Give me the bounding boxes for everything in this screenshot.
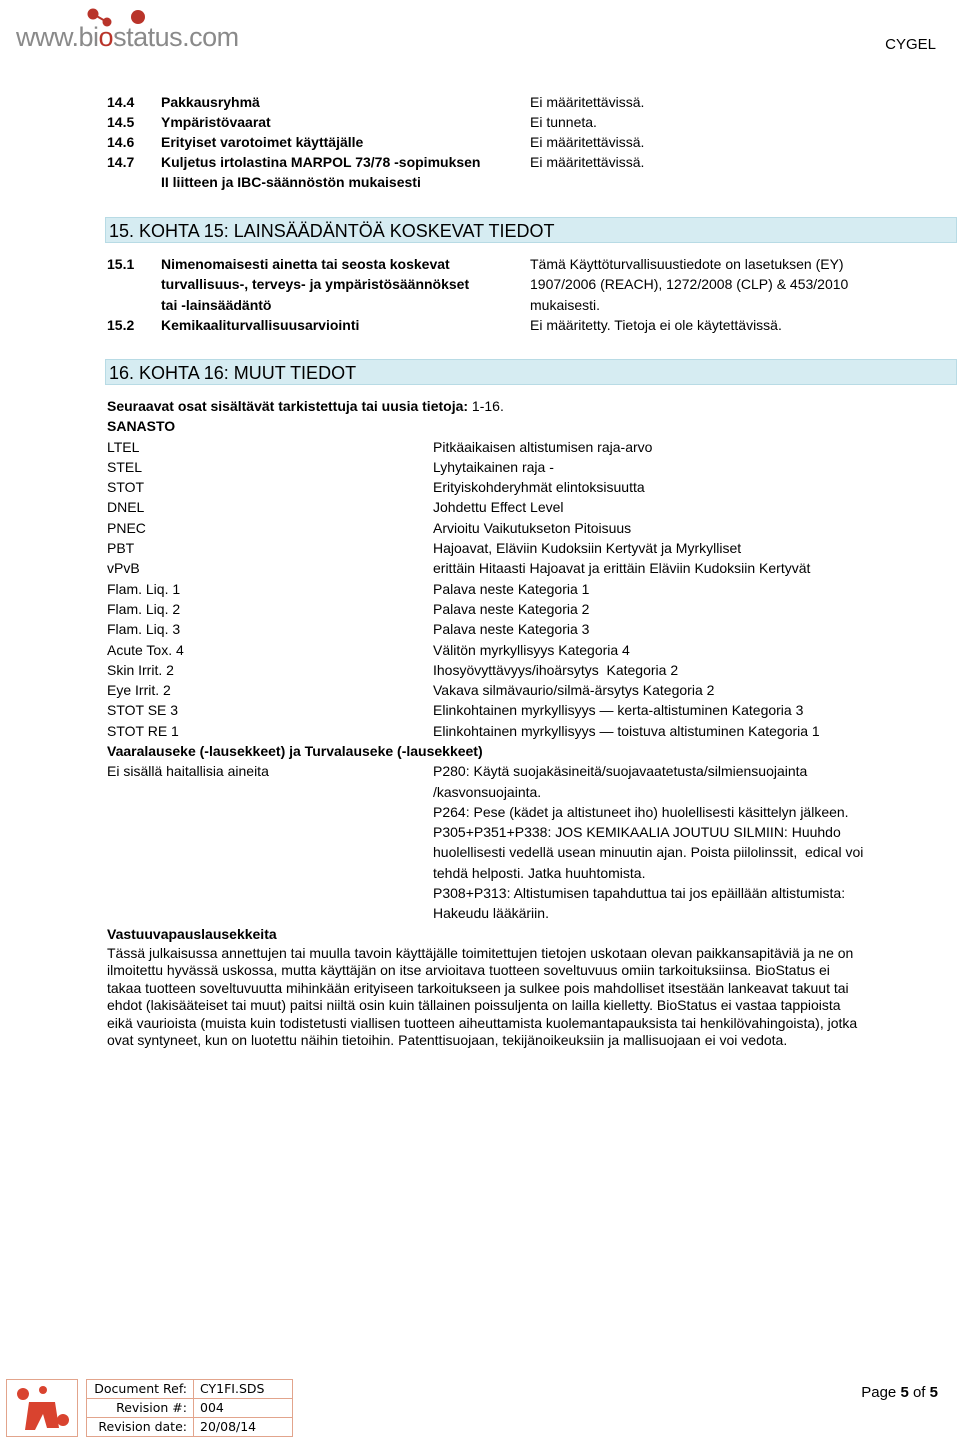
- value-14-7: Ei määritettävissä.: [530, 154, 645, 170]
- phrase-line: P264: Pese (kädet ja altistuneet iho) huolellisesti käsittelyn jälkeen.: [433, 803, 849, 820]
- biostatus-logo: [10, 4, 260, 54]
- revised-note-range: 1-16.: [471, 398, 504, 414]
- row-number: 15.2: [107, 316, 135, 333]
- row-15-2: [107, 315, 527, 335]
- product-name: CYGEL: [885, 36, 936, 53]
- phrase-line: P308+P313: Altistumisen tapahduttua tai jos epäillään altistumista:: [433, 885, 846, 902]
- phrases-left: Ei sisällä haitallisia aineita: [107, 763, 269, 780]
- row-label: Ympäristövaarat: [161, 114, 271, 130]
- glossary-term: Flam. Liq. 1: [107, 580, 181, 597]
- revised-note: [107, 396, 504, 416]
- row-14-7: [107, 152, 527, 192]
- glossary-term: STOT: [107, 479, 145, 496]
- glossary-definition: erittäin Hitaasti Hajoavat ja erittäin Eläviin Kudoksiin Kertyvät: [433, 560, 811, 577]
- revision-label: Revision #:: [87, 1399, 194, 1418]
- section15-labels: [107, 254, 527, 335]
- row-number: 14.5: [107, 114, 135, 130]
- disclaimer-title: Vastuuvapauslausekkeita: [107, 926, 277, 942]
- row-number: 14.6: [107, 134, 135, 150]
- glossary-definition: Elinkohtainen myrkyllisyys — toistuva altistuminen Kategoria 1: [433, 722, 820, 739]
- glossary-row: [107, 518, 947, 538]
- glossary-definition: Elinkohtainen myrkyllisyys — kerta-altistuminen Kategoria 3: [433, 702, 804, 719]
- phrases-list: [433, 761, 863, 923]
- row-15-1: [107, 254, 527, 315]
- doc-ref-label: Document Ref:: [87, 1380, 194, 1399]
- section15-values: [530, 254, 848, 335]
- glossary-row: [107, 558, 947, 578]
- glossary-term: STOT SE 3: [107, 702, 179, 719]
- glossary-row: [107, 497, 947, 517]
- section15-header: 15. KOHTA 15: LAINSÄÄDÄNTÖÄ KOSKEVAT TIEDOT: [105, 217, 957, 243]
- revision-value: 004: [194, 1399, 293, 1418]
- glossary-definition: Arvioitu Vaikutukseton Pitoisuus: [433, 519, 632, 536]
- row-label-line2: turvallisuus-, terveys- ja ympäristösäännökset: [161, 276, 470, 293]
- row-14-5: [107, 112, 527, 132]
- row-label-line2: II liitteen ja IBC-säännöstön mukaisesti: [161, 174, 421, 190]
- revised-note-label: Seuraavat osat sisältävät tarkistettuja tai uusia tietoja:: [107, 398, 469, 414]
- phrases-title: Vaaralauseke (-lausekkeet) ja Turvalauseke (-lausekkeet): [107, 743, 483, 759]
- revision-row: [87, 1399, 293, 1418]
- revision-date-label: Revision date:: [87, 1418, 194, 1437]
- row-label: Kuljetus irtolastina MARPOL 73/78 -sopimuksen: [161, 154, 481, 170]
- glossary-term: PBT: [107, 540, 135, 556]
- footer-logo-icon: [6, 1379, 78, 1437]
- disclaimer-text: [107, 945, 952, 1051]
- glossary-row: [107, 477, 947, 497]
- document-info-table: [86, 1379, 293, 1437]
- doc-ref-value: CY1FI.SDS: [194, 1380, 293, 1399]
- glossary-definition: Pitkäaikaisen altistumisen raja-arvo: [433, 438, 653, 455]
- disclaimer-line: eikä vaurioista (muista kuin todistetusti viallisen tuotteen aiheuttamista kuolemantapauksista tai henkilövahingoista), jotka: [107, 1014, 858, 1031]
- phrase-line: /kasvonsuojainta.: [433, 783, 542, 800]
- phrase-line: huolellisesti vedellä usean minuutin ajan. Poista piilolinssit, edical voi: [433, 844, 864, 861]
- phrase-line: tehdä helposti. Jatka huuhtomista.: [433, 864, 646, 881]
- disclaimer-line: ehdot (lakisääteiset tai muut) paitsi niiltä osin kuin tällainen poissuljenta on lailla kielletty. BioStatus ei vastaa tappioista: [107, 997, 841, 1014]
- row-label: Erityiset varotoimet käyttäjälle: [161, 134, 364, 150]
- glossary-term: Acute Tox. 4: [107, 641, 184, 658]
- section14-values: [530, 92, 644, 172]
- glossary-row: [107, 660, 947, 680]
- revision-date-value: 20/08/14: [194, 1418, 293, 1437]
- glossary-definition: Lyhytaikainen raja -: [433, 458, 554, 475]
- glossary-row: [107, 457, 947, 477]
- value-15-1-line2: 1907/2006 (REACH), 1272/2008 (CLP) & 453/2010: [530, 276, 849, 293]
- glossary-term: LTEL: [107, 438, 140, 455]
- row-14-4: [107, 92, 527, 112]
- glossary-term: STEL: [107, 458, 143, 475]
- phrase-line: P305+P351+P338: JOS KEMIKAALIA JOUTUU SILMIIN: Huuhdo: [433, 824, 841, 841]
- value-14-6: Ei määritettävissä.: [530, 134, 645, 150]
- glossary-row: [107, 721, 947, 741]
- value-15-1-line3: mukaisesti.: [530, 296, 601, 313]
- logo-text: www.biostatus.com: [16, 22, 239, 52]
- glossary-definition: Erityiskohderyhmät elintoksisuutta: [433, 479, 645, 496]
- glossary-term: STOT RE 1: [107, 722, 179, 739]
- phrase-line: Hakeudu lääkäriin.: [433, 905, 549, 922]
- section14-rows: [107, 92, 527, 192]
- glossary-definition: Johdettu Effect Level: [433, 499, 564, 516]
- disclaimer-line: ovat syntyneet, kun on luotettu näihin tietoihin. Patenttisuojaan, tekijänoikeuksiin ja mallisuojaan ei voi vedota.: [107, 1032, 788, 1049]
- value-15-1-line1: Tämä Käyttöturvallisuustiedote on lasetuksen (EY): [530, 256, 844, 272]
- glossary-definition: Vakava silmävaurio/silmä-ärsytys Kategoria 2: [433, 682, 715, 699]
- current-page: 5: [900, 1384, 909, 1401]
- row-label-line3: tai -lainsäädäntö: [161, 296, 272, 313]
- glossary-term: DNEL: [107, 499, 145, 516]
- value-14-4: Ei määritettävissä.: [530, 94, 645, 110]
- glossary-term: Flam. Liq. 3: [107, 621, 181, 638]
- glossary-row: [107, 437, 947, 457]
- glossary-definition: Välitön myrkyllisyys Kategoria 4: [433, 641, 630, 658]
- page-number: Page 5 of 5: [861, 1384, 938, 1401]
- glossary-term: Eye Irrit. 2: [107, 682, 171, 699]
- glossary-definition: Palava neste Kategoria 1: [433, 580, 590, 597]
- glossary-term: vPvB: [107, 560, 140, 577]
- glossary-row: [107, 700, 947, 720]
- total-pages: 5: [929, 1384, 938, 1401]
- row-label: Nimenomaisesti ainetta tai seosta koskevat: [161, 256, 450, 272]
- glossary-definition: Palava neste Kategoria 3: [433, 621, 590, 638]
- section16-header: 16. KOHTA 16: MUUT TIEDOT: [105, 359, 957, 385]
- glossary-row: [107, 599, 947, 619]
- value-14-5: Ei tunneta.: [530, 114, 597, 130]
- glossary-title: SANASTO: [107, 418, 176, 434]
- row-number: 15.1: [107, 256, 135, 272]
- glossary-term: PNEC: [107, 519, 146, 536]
- glossary-row: [107, 538, 947, 558]
- glossary-row: [107, 619, 947, 639]
- row-number: 14.4: [107, 94, 135, 110]
- disclaimer-line: ilmoitettu hyvässä uskossa, mutta käyttäjän on itse arvioitava tuotteen soveltuvuus omiin tarkoituksiinsa. BioStatus ei: [107, 962, 830, 979]
- glossary-row: [107, 680, 947, 700]
- glossary-term: Skin Irrit. 2: [107, 661, 174, 678]
- row-number: 14.7: [107, 154, 135, 170]
- phrase-line: P280: Käytä suojakäsineitä/suojavaatetusta/silmiensuojainta: [433, 763, 808, 780]
- disclaimer-line: takaa tuotteen soveltuvuutta mihinkään erityiseen tarkoitukseen ja sulkee pois mahdolliset itsestään lankeavat takuut tai: [107, 979, 849, 996]
- row-label: Kemikaaliturvallisuusarviointi: [161, 316, 360, 333]
- doc-ref-row: [87, 1380, 293, 1399]
- glossary-row: [107, 579, 947, 599]
- glossary-row: [107, 640, 947, 660]
- disclaimer-line: Tässä julkaisussa annettujen tai muulla tavoin käyttäjälle toimitettujen tietojen uskotaan olevan paikkansapitäviä ja ne on: [107, 944, 854, 961]
- glossary-definition: Palava neste Kategoria 2: [433, 600, 590, 617]
- row-label: Pakkausryhmä: [161, 94, 260, 110]
- glossary-definition: Hajoavat, Eläviin Kudoksiin Kertyvät ja Myrkylliset: [433, 540, 742, 556]
- glossary-definition: Ihosyövyttävyys/ihoärsytys Kategoria 2: [433, 661, 679, 678]
- glossary-term: Flam. Liq. 2: [107, 600, 181, 617]
- revision-date-row: [87, 1418, 293, 1437]
- row-14-6: [107, 132, 527, 152]
- value-15-2: Ei määritetty. Tietoja ei ole käytettävissä.: [530, 316, 782, 333]
